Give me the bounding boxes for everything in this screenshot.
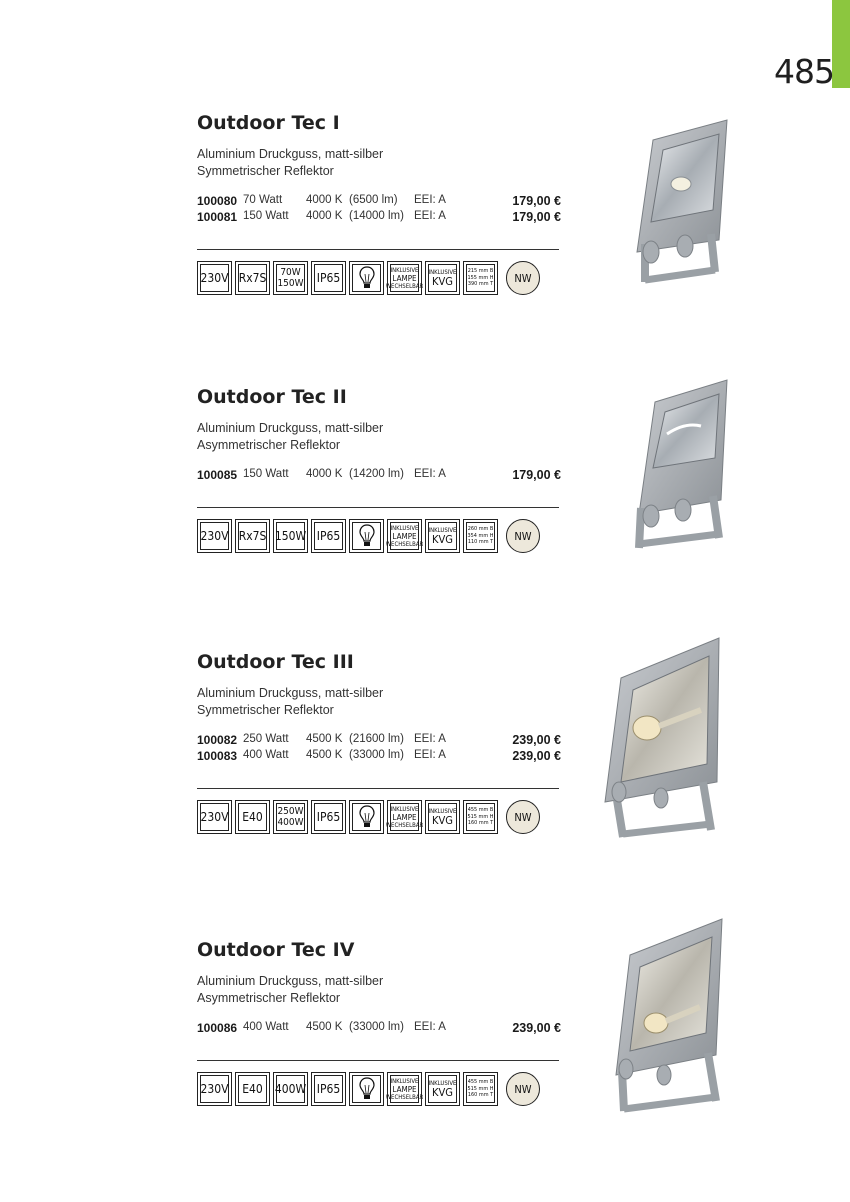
- variant-row: [197, 194, 567, 210]
- luminous-flux: (21600 lm): [349, 733, 404, 745]
- dimension-line: 455 mm B: [467, 807, 494, 814]
- socket-badge: Rx7S: [235, 519, 270, 553]
- voltage-badge: 230V: [197, 800, 232, 834]
- badge-line: INKLUSIVE: [428, 807, 457, 815]
- price: 239,00 €: [512, 749, 561, 763]
- wattage: 400 Watt: [243, 1021, 289, 1033]
- voltage-badge: 230V: [197, 1072, 232, 1106]
- dimension-line: 215 mm B: [467, 268, 494, 275]
- luminous-flux: (33000 lm): [349, 1021, 404, 1033]
- description-line: Aluminium Druckguss, matt-silber: [197, 686, 384, 700]
- article-number: 100086: [197, 1021, 238, 1035]
- ballast-included-badge: [425, 261, 460, 295]
- product-title: Outdoor Tec IV: [197, 939, 355, 961]
- price: 239,00 €: [512, 1021, 561, 1035]
- energy-class: EEI: A: [414, 194, 446, 206]
- floodlight-photo: [615, 112, 745, 292]
- energy-class: EEI: A: [414, 749, 446, 761]
- badge-line: KVG: [432, 532, 453, 546]
- article-number: 100082: [197, 733, 238, 747]
- dimension-line: 160 mm T: [467, 820, 494, 827]
- variant-row: [197, 749, 567, 765]
- badge-line: INKLUSIVE: [390, 524, 419, 532]
- floodlight-photo: [595, 632, 735, 847]
- product-title: Outdoor Tec III: [197, 651, 354, 673]
- energy-class: EEI: A: [414, 468, 446, 480]
- lightbulb-icon: [349, 800, 384, 834]
- article-number: 100085: [197, 468, 238, 482]
- luminous-flux: (33000 lm): [349, 749, 404, 761]
- badge-line: WECHSELBAR: [385, 282, 424, 290]
- dimensions-badge: [463, 800, 498, 834]
- badge-line: INKLUSIVE: [390, 805, 419, 813]
- product-description: [197, 685, 383, 719]
- description-line: Symmetrischer Reflektor: [197, 703, 334, 717]
- badge-line: KVG: [432, 1085, 453, 1099]
- ballast-included-badge: [425, 1072, 460, 1106]
- wattage-badge-line: 400W: [277, 817, 304, 828]
- color-temperature-badge: NW: [506, 261, 540, 295]
- badge-line: INKLUSIVE: [428, 526, 457, 534]
- badge-line: LAMPE: [392, 812, 417, 822]
- badge-line: INKLUSIVE: [390, 1077, 419, 1085]
- lightbulb-icon: [349, 261, 384, 295]
- ip-rating-badge: IP65: [311, 261, 346, 295]
- section-tab-accent: [832, 0, 850, 88]
- energy-class: EEI: A: [414, 733, 446, 745]
- dimension-line: 390 mm T: [467, 281, 494, 288]
- description-line: Symmetrischer Reflektor: [197, 164, 334, 178]
- article-number: 100081: [197, 210, 238, 224]
- lightbulb-icon: [349, 1072, 384, 1106]
- lamp-included-badge: [387, 1072, 422, 1106]
- badge-line: WECHSELBAR: [385, 1093, 424, 1101]
- badge-line: KVG: [432, 813, 453, 827]
- color-temperature-badge: NW: [506, 519, 540, 553]
- voltage-badge: 230V: [197, 519, 232, 553]
- product-description: [197, 146, 383, 180]
- price: 179,00 €: [512, 210, 561, 224]
- wattage-badge-line: 150W: [277, 278, 304, 289]
- wattage-badge: [273, 800, 308, 834]
- feature-badges: [197, 261, 540, 295]
- badge-line: LAMPE: [392, 1084, 417, 1094]
- wattage: 400 Watt: [243, 749, 289, 761]
- ip-rating-badge: IP65: [311, 1072, 346, 1106]
- description-line: Aluminium Druckguss, matt-silber: [197, 974, 384, 988]
- floodlight-photo: [615, 372, 745, 557]
- socket-badge: Rx7S: [235, 261, 270, 295]
- ip-rating-badge: IP65: [311, 800, 346, 834]
- dimensions-badge: [463, 261, 498, 295]
- ballast-included-badge: [425, 800, 460, 834]
- lamp-included-badge: [387, 519, 422, 553]
- badge-line: INKLUSIVE: [428, 1079, 457, 1087]
- badge-line: INKLUSIVE: [428, 268, 457, 276]
- floodlight-photo: [598, 915, 738, 1120]
- divider-line: [197, 788, 559, 789]
- divider-line: [197, 249, 559, 250]
- description-line: Asymmetrischer Reflektor: [197, 991, 341, 1005]
- description-line: Asymmetrischer Reflektor: [197, 438, 341, 452]
- dimensions-badge: [463, 1072, 498, 1106]
- voltage-badge: 230V: [197, 261, 232, 295]
- luminous-flux: (14200 lm): [349, 468, 404, 480]
- dimension-line: 515 mm H: [467, 813, 494, 820]
- feature-badges: [197, 1072, 540, 1106]
- dimension-line: 515 mm H: [467, 1085, 494, 1092]
- ip-rating-badge: IP65: [311, 519, 346, 553]
- feature-badges: [197, 519, 540, 553]
- dimensions-badge: [463, 519, 498, 553]
- wattage-badge-line: 70W: [280, 267, 301, 278]
- badge-line: INKLUSIVE: [390, 266, 419, 274]
- wattage-badge: [273, 261, 308, 295]
- description-line: Aluminium Druckguss, matt-silber: [197, 147, 384, 161]
- color-temperature: 4500 K: [306, 749, 343, 761]
- socket-badge: E40: [235, 800, 270, 834]
- wattage: 150 Watt: [243, 210, 289, 222]
- dimension-line: 354 mm H: [467, 532, 494, 539]
- price: 179,00 €: [512, 468, 561, 482]
- dimension-line: 455 mm B: [467, 1079, 494, 1086]
- luminous-flux: (6500 lm): [349, 194, 398, 206]
- product-title: Outdoor Tec I: [197, 112, 340, 134]
- color-temperature: 4500 K: [306, 733, 343, 745]
- color-temperature: 4000 K: [306, 468, 343, 480]
- product-description: [197, 420, 383, 454]
- badge-line: WECHSELBAR: [385, 821, 424, 829]
- color-temperature-badge: NW: [506, 1072, 540, 1106]
- color-temperature: 4000 K: [306, 210, 343, 222]
- feature-badges: [197, 800, 540, 834]
- product-description: [197, 973, 383, 1007]
- wattage: 150 Watt: [243, 468, 289, 480]
- wattage-badge: 400W: [273, 1072, 308, 1106]
- badge-line: KVG: [432, 274, 453, 288]
- dimension-line: 110 mm T: [467, 539, 494, 546]
- dimension-line: 260 mm B: [467, 526, 494, 533]
- product-title: Outdoor Tec II: [197, 386, 347, 408]
- lamp-included-badge: [387, 800, 422, 834]
- article-number: 100083: [197, 749, 238, 763]
- energy-class: EEI: A: [414, 210, 446, 222]
- variant-row: [197, 733, 567, 749]
- lightbulb-icon: [349, 519, 384, 553]
- badge-line: LAMPE: [392, 531, 417, 541]
- dimension-line: 160 mm T: [467, 1092, 494, 1099]
- badge-line: LAMPE: [392, 273, 417, 283]
- luminous-flux: (14000 lm): [349, 210, 404, 222]
- wattage-badge-line: 250W: [277, 806, 304, 817]
- divider-line: [197, 507, 559, 508]
- divider-line: [197, 1060, 559, 1061]
- dimension-line: 155 mm H: [467, 274, 494, 281]
- ballast-included-badge: [425, 519, 460, 553]
- badge-line: WECHSELBAR: [385, 540, 424, 548]
- variant-row: [197, 210, 567, 226]
- page-number: 485: [774, 52, 834, 91]
- color-temperature: 4000 K: [306, 194, 343, 206]
- wattage-badge: 150W: [273, 519, 308, 553]
- color-temperature: 4500 K: [306, 1021, 343, 1033]
- variant-row: [197, 1021, 567, 1037]
- wattage: 250 Watt: [243, 733, 289, 745]
- article-number: 100080: [197, 194, 238, 208]
- color-temperature-badge: NW: [506, 800, 540, 834]
- lamp-included-badge: [387, 261, 422, 295]
- price: 179,00 €: [512, 194, 561, 208]
- wattage: 70 Watt: [243, 194, 283, 206]
- price: 239,00 €: [512, 733, 561, 747]
- variant-row: [197, 468, 567, 484]
- socket-badge: E40: [235, 1072, 270, 1106]
- description-line: Aluminium Druckguss, matt-silber: [197, 421, 384, 435]
- energy-class: EEI: A: [414, 1021, 446, 1033]
